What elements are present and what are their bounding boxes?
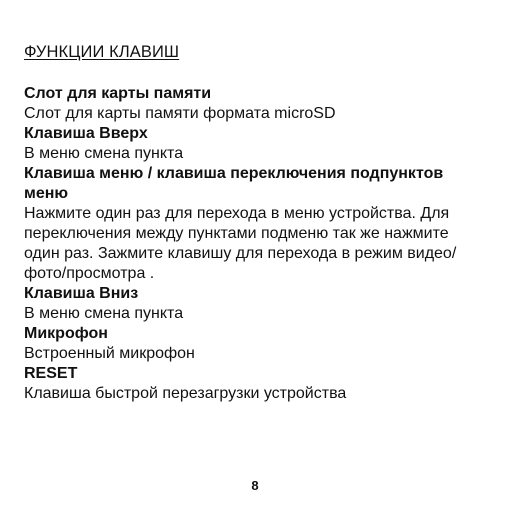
- section-menu-key: [24, 164, 494, 284]
- section-title: Клавиша меню / клавиша переключения подпунктов меню: [24, 165, 444, 202]
- section-reset: [24, 364, 494, 404]
- document-page: [24, 42, 494, 404]
- section-title: Слот для карты памяти: [24, 85, 212, 102]
- section-body: В меню смена пункта: [24, 145, 184, 162]
- section-down-key: [24, 284, 494, 324]
- page-number: 8: [251, 478, 259, 493]
- section-body: Встроенный микрофон: [24, 345, 195, 362]
- page-heading: ФУНКЦИИ КЛАВИШ: [24, 43, 180, 61]
- section-body: Слот для карты памяти формата microSD: [24, 105, 336, 122]
- section-memory-card-slot: [24, 84, 494, 124]
- section-microphone: [24, 324, 494, 364]
- section-up-key: [24, 124, 494, 164]
- section-body: В меню смена пункта: [24, 305, 184, 322]
- section-title: Клавиша Вверх: [24, 125, 148, 142]
- section-title: Клавиша Вниз: [24, 285, 139, 302]
- section-body: Нажмите один раз для перехода в меню устройства. Для переключения между пунктами подменю так же нажмите один раз. Зажмите клавишу для перехода в режим видео/фото/просмотра .: [24, 205, 457, 282]
- section-title: RESET: [24, 365, 78, 382]
- section-title: Микрофон: [24, 325, 108, 342]
- section-body: Клавиша быстрой перезагрузки устройства: [24, 385, 347, 402]
